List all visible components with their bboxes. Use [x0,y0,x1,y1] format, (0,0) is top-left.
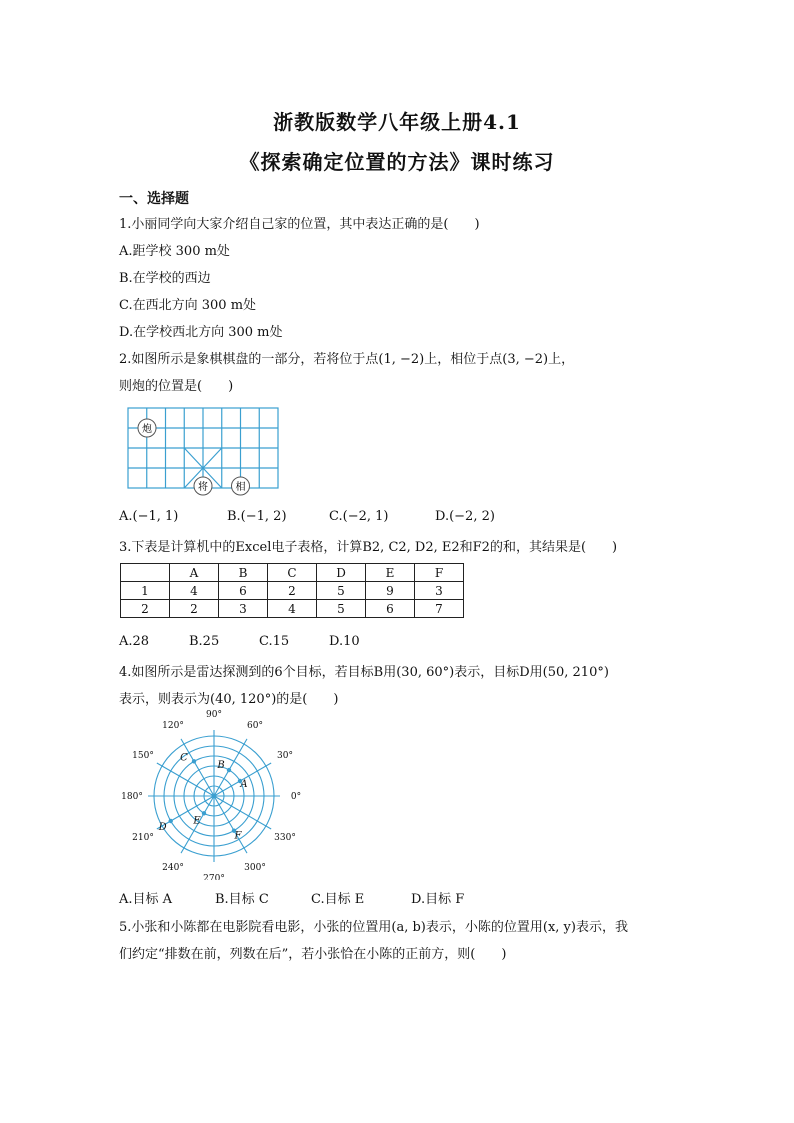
q3-options [119,634,360,649]
excel-row [121,582,464,600]
piece-xiang [232,477,250,495]
q2-options [119,509,495,524]
excel-cell: 1 [121,582,170,600]
radar-target-dot [168,819,172,823]
doc-title-line1: 浙教版数学八年级上册4.1 [273,110,521,134]
excel-cell [121,564,170,582]
piece-pao [138,419,156,437]
q2-option-a: A.(−1, 1) [119,509,179,524]
excel-cell: 6 [219,582,268,600]
radar-angle-label: 90° [206,710,222,720]
q1-option-c: C.在西北方向 300 m处 [119,298,257,313]
radar-angle-label: 180° [121,792,143,802]
q1-option-a: A.距学校 300 m处 [119,244,230,259]
radar-angle-label: 210° [132,833,154,843]
excel-cell: B [219,564,268,582]
q2-option-c: C.(−2, 1) [329,509,389,524]
excel-cell: 4 [170,582,219,600]
q2-stem-line1: 2.如图所示是象棋棋盘的一部分，若将位于点(1, −2)上，相位于点(3, −2)上， [119,352,575,367]
q3-option-c: C.15 [259,634,290,649]
section-heading: 一、选择题 [119,191,189,207]
q3-option-d: D.10 [329,634,360,649]
q3-option-a: A.28 [119,634,150,649]
excel-cell: 3 [219,600,268,618]
radar-target-dot [202,811,206,815]
piece-jiang [194,477,212,495]
excel-row [121,564,464,582]
excel-cell: 2 [268,582,317,600]
excel-cell: 4 [268,600,317,618]
radar-target-dot [192,759,196,763]
radar-angle-label: 330° [274,833,296,843]
q4-option-c: C.目标 E [311,892,365,907]
q3-stem: 3.下表是计算机中的Excel电子表格，计算B2, C2, D2, E2和F2的和，其结果是( ) [119,540,618,555]
radar-target-label: F [234,830,242,842]
radar-target-dot [227,768,231,772]
radar-target-label: E [193,815,201,827]
excel-cell: D [317,564,366,582]
excel-cell: 6 [366,600,415,618]
excel-cell: 5 [317,600,366,618]
excel-cell: 2 [170,600,219,618]
excel-cell: E [366,564,415,582]
radar-target-label: A [240,779,248,790]
q1-option-b: B.在学校的西边 [119,271,211,286]
svg-text:将: 将 [198,482,208,493]
excel-cell: F [415,564,464,582]
radar-angle-label: 270° [203,874,225,880]
q5-stem-line1: 5.小张和小陈都在电影院看电影，小张的位置用(a, b)表示，小陈的位置用(x, y)表示，我 [119,920,628,935]
q3-option-b: B.25 [189,634,220,649]
radar-angle-label: 30° [277,751,293,761]
svg-text:炮: 炮 [142,424,152,435]
excel-row [121,600,464,618]
excel-cell: 7 [415,600,464,618]
radar-center [212,794,217,799]
excel-cell: 2 [121,600,170,618]
q2-option-d: D.(−2, 2) [435,509,495,524]
q4-option-a: A.目标 A [119,892,173,907]
q4-option-b: B.目标 C [215,892,269,907]
svg-text:相: 相 [235,482,246,493]
q4-stem-line2: 表示，则表示为(40, 120°)的是( ) [119,692,339,707]
radar-angle-label: 120° [162,720,184,731]
q4-options [119,888,464,907]
radar-angle-label: 0° [290,792,302,802]
excel-cell: 9 [366,582,415,600]
q4-stem-line1: 4.如图所示是雷达探测到的6个目标，若目标B用(30, 60°)表示，目标D用(50, 210°) [119,665,609,680]
radar-figure [119,710,309,880]
radar-angle-label: 300° [244,863,266,874]
excel-cell: 3 [415,582,464,600]
excel-cell: A [170,564,219,582]
doc-title-line2: 《探索确定位置的方法》课时练习 [239,150,555,174]
radar-angle-label: 60° [247,720,263,731]
excel-cell: C [268,564,317,582]
q2-stem-line2: 则炮的位置是( ) [119,379,234,394]
excel-table [120,563,464,618]
excel-cell: 5 [317,582,366,600]
q1-option-d: D.在学校西北方向 300 m处 [119,325,283,340]
q4-option-d: D.目标 F [411,892,465,907]
radar-target-label: C [180,752,188,764]
radar-angle-label: 240° [162,863,184,874]
radar-target-label: D [158,822,167,833]
q2-option-b: B.(−1, 2) [227,509,287,524]
chessboard-figure [126,406,282,498]
q1-stem: 1.小丽同学向大家介绍自己家的位置，其中表达正确的是( ) [119,217,480,232]
q5-stem-line2: 们约定“排数在前，列数在后”，若小张恰在小陈的正前方，则( ) [119,947,507,962]
radar-target-label: B [217,760,225,772]
radar-angle-label: 150° [132,751,154,761]
